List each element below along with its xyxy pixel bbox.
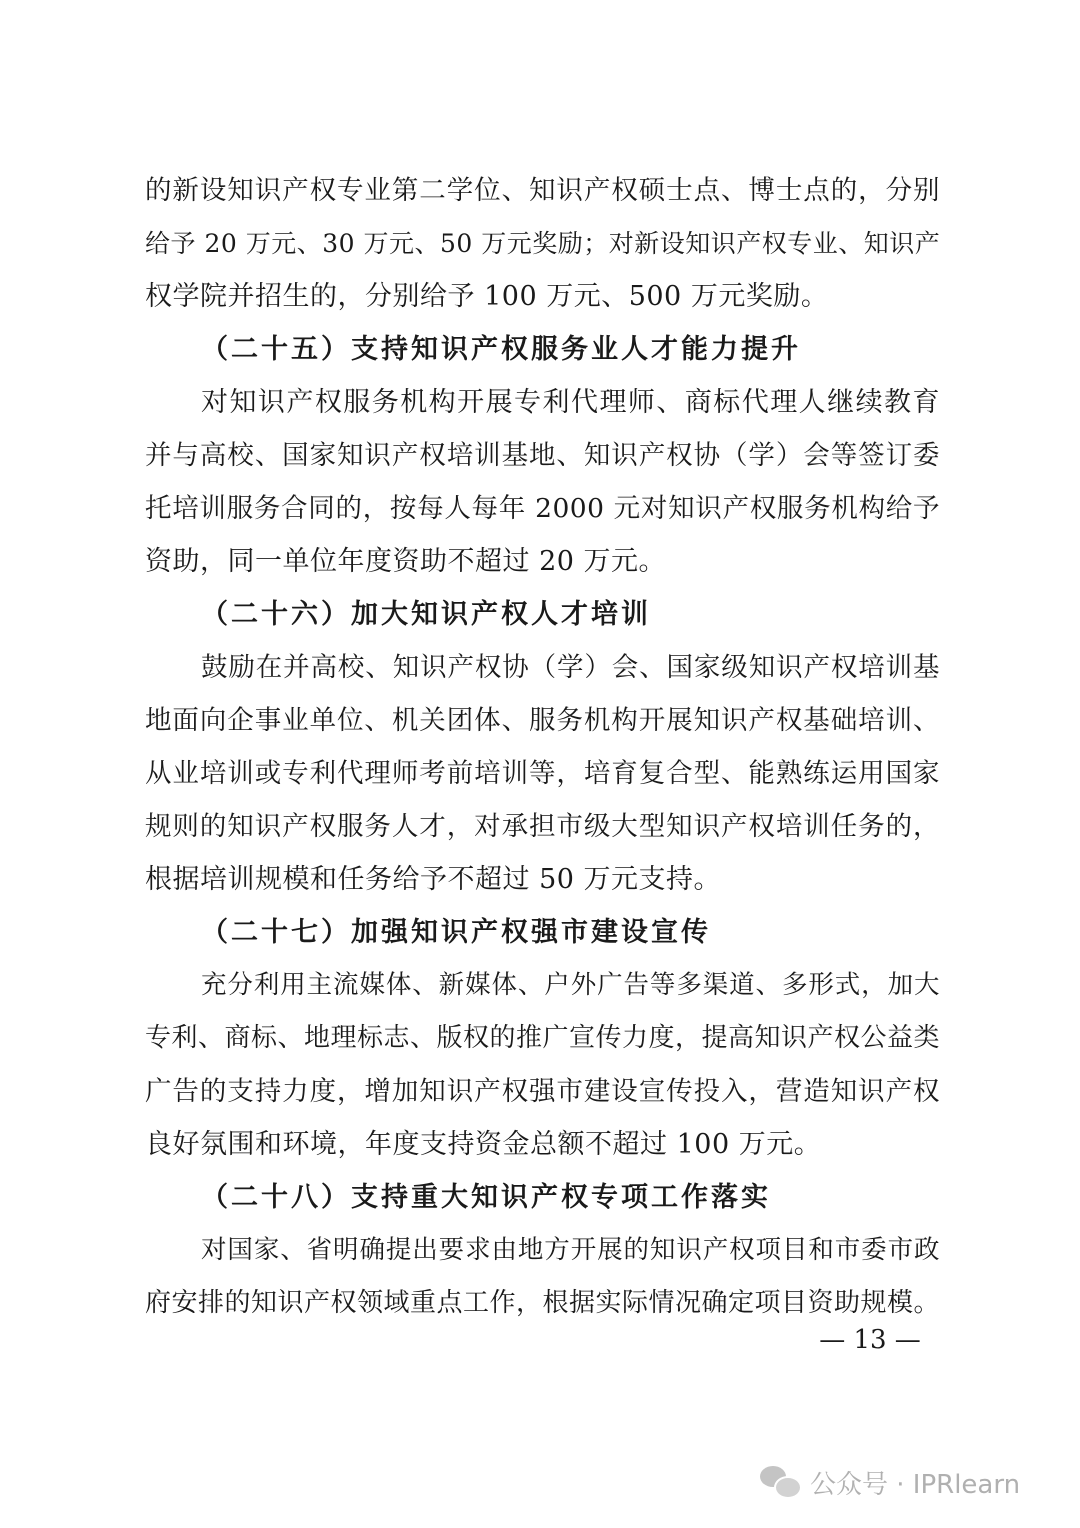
body-line: 充分利用主流媒体、新媒体、户外广告等多渠道、多形式，加大 [201,970,940,1000]
section-heading-28: （二十八）支持重大知识产权专项工作落实 [201,1182,771,1213]
body-line: 府安排的知识产权领域重点工作，根据实际情况确定项目资助规模。 [145,1288,941,1318]
body-line: 资助，同一单位年度资助不超过 20 万元。 [145,546,667,577]
watermark [760,1460,1060,1504]
body-line: 地面向企事业单位、机关团体、服务机构开展知识产权基础培训、 [145,705,940,736]
body-line: 专利、商标、地理标志、版权的推广宣传力度，提高知识产权公益类 [145,1023,941,1053]
body-line: 鼓励在并高校、知识产权协（学）会、国家级知识产权培训基 [201,652,940,683]
document-body [145,164,940,1330]
body-line: 给予 20 万元、30 万元、50 万元奖励；对新设知识产权专业、知识产 [145,229,941,258]
section-heading-26: （二十六）加大知识产权人才培训 [201,599,651,630]
body-line: 根据培训规模和任务给予不超过 50 万元支持。 [145,864,722,895]
page-number: — 13 — [819,1325,921,1355]
section-heading-25: （二十五）支持知识产权服务业人才能力提升 [201,334,801,365]
body-line: 广告的支持力度，增加知识产权强市建设宣传投入，营造知识产权 [145,1076,940,1107]
body-line: 对国家、省明确提出要求由地方开展的知识产权项目和市委市政 [201,1235,940,1265]
body-line: 权学院并招生的，分别给予 100 万元、500 万元奖励。 [145,281,829,312]
body-line: 规则的知识产权服务人才，对承担市级大型知识产权培训任务的， [145,811,940,842]
body-line: 对知识产权服务机构开展专利代理师、商标代理人继续教育 [201,387,940,418]
wechat-icon [760,1466,800,1498]
body-line: 从业培训或专利代理师考前培训等，培育复合型、能熟练运用国家 [145,758,940,789]
section-heading-27: （二十七）加强知识产权强市建设宣传 [201,917,711,948]
body-line: 并与高校、国家知识产权培训基地、知识产权协（学）会等签订委 [145,440,940,471]
body-line: 的新设知识产权专业第二学位、知识产权硕士点、博士点的，分别 [145,175,940,206]
watermark-text: 公众号 · IPRlearn [810,1469,1021,1500]
body-line: 托培训服务合同的，按每人每年 2000 元对知识产权服务机构给予 [145,493,940,524]
body-line: 良好氛围和环境，年度支持资金总额不超过 100 万元。 [145,1129,822,1160]
